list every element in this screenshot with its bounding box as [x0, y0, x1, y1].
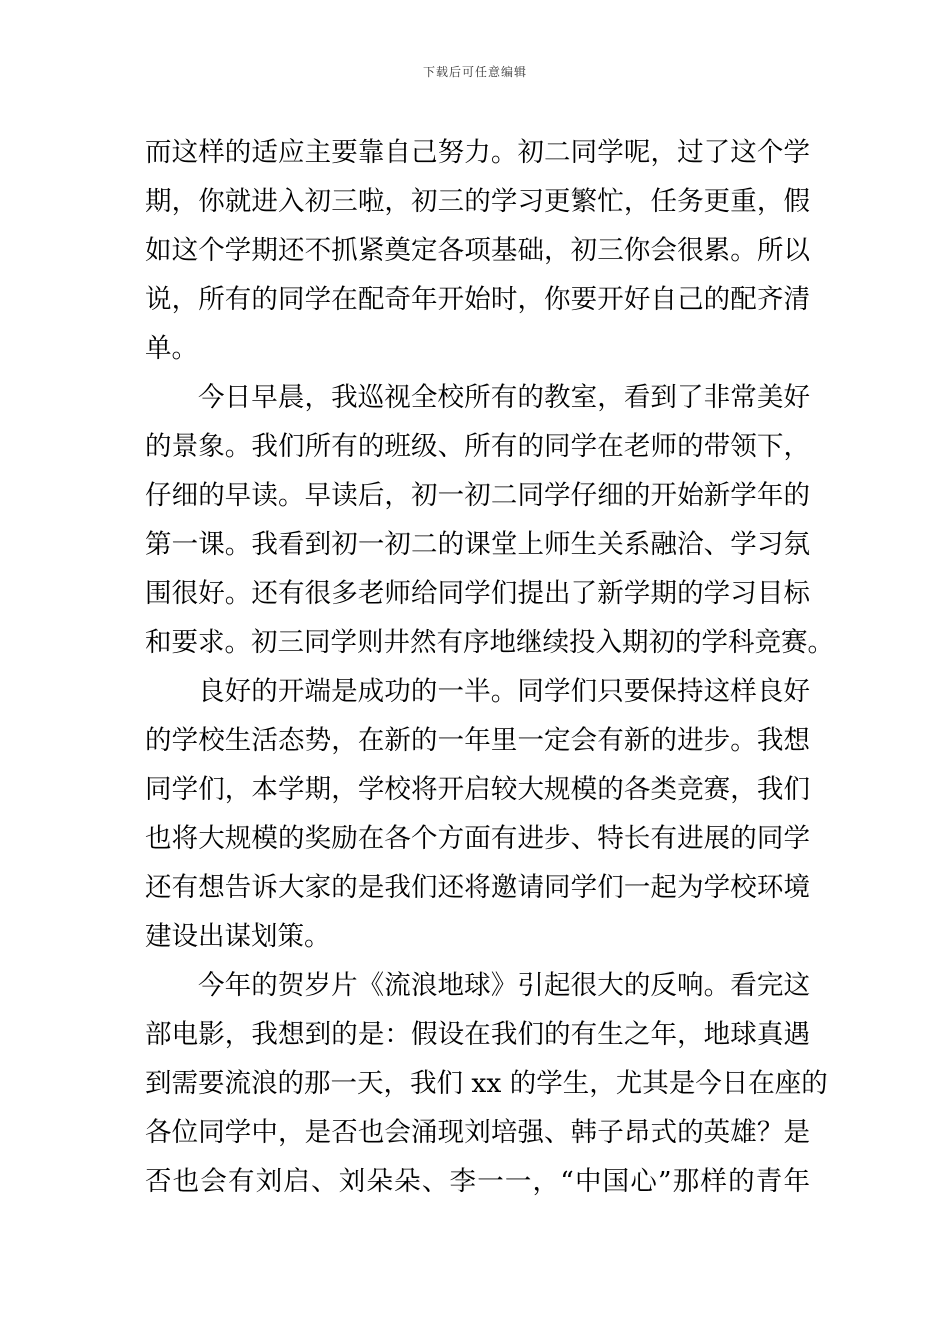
text-line: 同学们，本学期，学校将开启较大规模的各类竞赛，我们	[145, 774, 810, 805]
text-line: 仔细的早读。早读后，初一初二同学仔细的开始新学年的	[145, 480, 810, 511]
text-line: 部电影，我想到的是：假设在我们的有生之年，地球真遇	[145, 1019, 810, 1050]
text-line: 围很好。还有很多老师给同学们提出了新学期的学习目标	[145, 578, 810, 609]
header-note: 下载后可任意编辑	[422, 65, 527, 79]
text-line: 单。	[145, 333, 198, 364]
text-line: 的景象。我们所有的班级、所有的同学在老师的带领下，	[145, 431, 810, 462]
text-line: 第一课。我看到初一初二的课堂上师生关系融洽、学习氛	[145, 529, 810, 560]
text-line: 良好的开端是成功的一半。同学们只要保持这样良好	[198, 676, 810, 707]
text-line: 的学校生活态势，在新的一年里一定会有新的进步。我想	[145, 725, 810, 756]
text-line: 今日早晨，我巡视全校所有的教室，看到了非常美好	[198, 382, 810, 413]
text-line: 还有想告诉大家的是我们还将邀请同学们一起为学校环境	[145, 872, 810, 903]
text-line: 而这样的适应主要靠自己努力。初二同学呢，过了这个学	[145, 137, 810, 168]
text-line: 建设出谋划策。	[145, 921, 331, 952]
text-line: 说，所有的同学在配奇年开始时，你要开好自己的配齐清	[145, 284, 810, 315]
text-line: 否也会有刘启、刘朵朵、李一一，“中国心”那样的青年	[145, 1166, 810, 1197]
text-line: 今年的贺岁片《流浪地球》引起很大的反响。看完这	[198, 970, 810, 1001]
text-line: 和要求。初三同学则井然有序地继续投入期初的学科竞赛。	[145, 627, 834, 658]
text-line: 期，你就进入初三啦，初三的学习更繁忙，任务更重，假	[145, 186, 810, 217]
text-line: 到需要流浪的那一天，我们 xx 的学生，尤其是今日在座的	[145, 1068, 828, 1099]
body-text	[145, 128, 834, 1206]
text-line: 也将大规模的奖励在各个方面有进步、特长有进展的同学	[145, 823, 810, 854]
text-line: 如这个学期还不抓紧奠定各项基础，初三你会很累。所以	[145, 235, 810, 266]
text-line: 各位同学中，是否也会涌现刘培强、韩子昂式的英雄？是	[145, 1117, 810, 1148]
